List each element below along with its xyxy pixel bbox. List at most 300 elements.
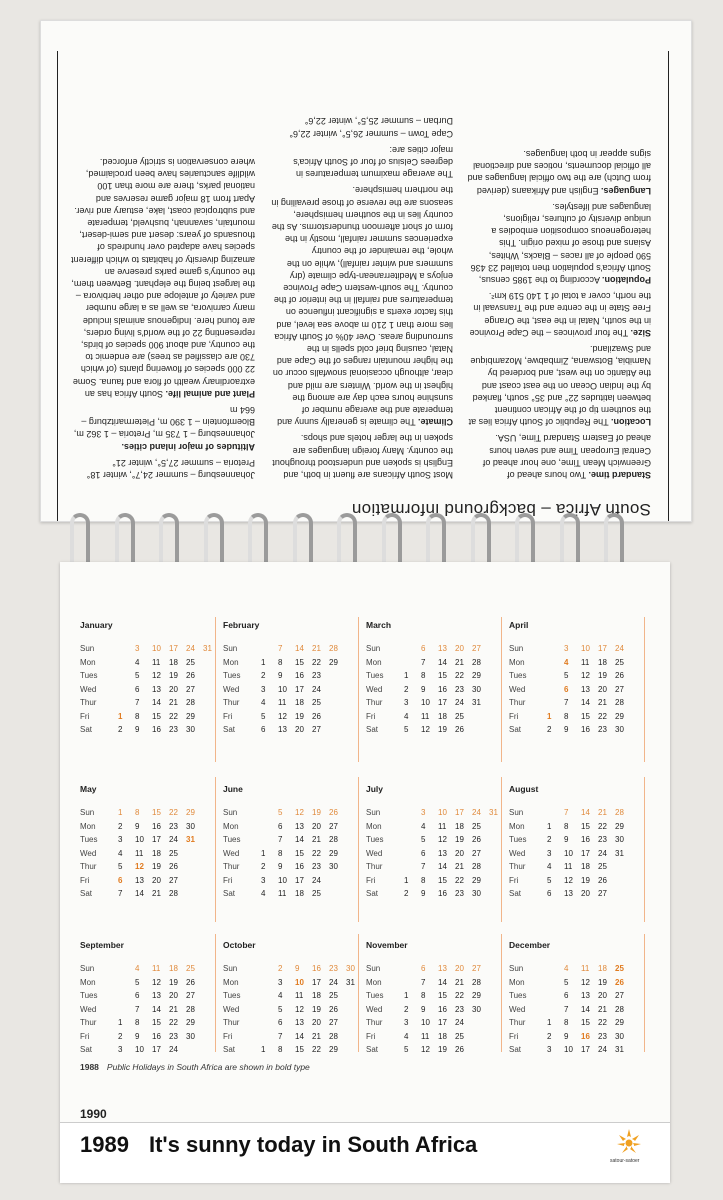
date-cell: 25: [329, 991, 338, 1001]
footer-slogan: It's sunny today in South Africa: [148, 1132, 478, 1157]
month-name: April: [509, 620, 529, 630]
date-cell: 29: [472, 991, 481, 1001]
info-paragraph: [269, 184, 453, 428]
date-cell: 16: [581, 725, 590, 735]
date-cell: 25: [312, 698, 321, 708]
date-cell: 22: [455, 875, 464, 885]
date-cell: 8: [421, 875, 426, 885]
date-cell: 20: [598, 991, 607, 1001]
paragraph-text: Cape Town – summer 26,5°, winter 22,6° Durban – summer 25,5°, winter 22,6°: [289, 116, 453, 139]
month-name: June: [223, 784, 243, 794]
weekday-row: [366, 642, 508, 656]
date-cell: 22: [312, 1045, 321, 1055]
day-name: Tues: [80, 991, 98, 1001]
info-column: [71, 111, 255, 481]
day-name: Wed: [366, 684, 383, 694]
date-cell: 30: [472, 889, 481, 899]
date-cell: 17: [581, 1045, 590, 1055]
date-cell: 11: [421, 711, 430, 721]
date-cell: 8: [564, 1018, 569, 1028]
day-name: Sun: [509, 808, 524, 818]
date-cell: 8: [135, 808, 140, 818]
date-cell: 16: [152, 1031, 161, 1041]
date-cell: 12: [152, 671, 161, 681]
date-cell: 4: [135, 657, 140, 667]
date-cell: 20: [581, 889, 590, 899]
date-cell: 4: [421, 821, 426, 831]
weekday-row: [223, 723, 365, 737]
date-cell: 9: [564, 725, 569, 735]
paragraph-text: English and Afrikaans (derived from Dutch) are the two official languages and all official documents, notices and directional signs appear in both languages.: [467, 148, 651, 196]
date-cell: 15: [295, 848, 304, 858]
date-cell: 30: [346, 964, 355, 974]
date-cell: 16: [581, 835, 590, 845]
date-cell: 5: [547, 875, 552, 885]
date-cell: 15: [438, 875, 447, 885]
date-cell: 7: [118, 889, 123, 899]
day-name: Tues: [366, 835, 384, 845]
date-cell: 5: [135, 977, 140, 987]
date-cell: 29: [186, 1018, 195, 1028]
day-name: Sun: [366, 808, 381, 818]
date-cell: 22: [312, 657, 321, 667]
date-cell: 2: [261, 671, 266, 681]
date-cell: 22: [598, 821, 607, 831]
weekday-row: [80, 874, 222, 888]
day-name: Wed: [223, 684, 240, 694]
date-cell: 13: [295, 1018, 304, 1028]
day-name: Thur: [223, 862, 240, 872]
day-name: Thur: [509, 1018, 526, 1028]
weekday-row: [80, 989, 222, 1003]
weekday-row: [509, 1030, 651, 1044]
legend-text: Public Holidays in South Africa are shown in bold type: [106, 1062, 310, 1072]
info-paragraph: [467, 201, 651, 286]
month-name: February: [223, 620, 260, 630]
date-cell: 12: [581, 977, 590, 987]
date-cell: 17: [438, 698, 447, 708]
date-cell: 25: [186, 657, 195, 667]
date-cell: 17: [581, 848, 590, 858]
date-cell: 25: [472, 821, 481, 831]
info-paragraph: [467, 343, 651, 428]
date-cell: 29: [472, 671, 481, 681]
day-name: Thur: [366, 1018, 383, 1028]
date-cell: 2: [404, 1004, 409, 1014]
date-cell: 19: [312, 808, 321, 818]
day-name: Sat: [223, 1045, 236, 1055]
day-name: Tues: [509, 671, 527, 681]
date-cell: 27: [598, 889, 607, 899]
date-cell: 7: [278, 644, 283, 654]
weekday-row: [223, 860, 365, 874]
date-cell: 25: [169, 848, 178, 858]
day-name: Thur: [366, 862, 383, 872]
date-cell: 30: [472, 684, 481, 694]
date-cell: 5: [261, 711, 266, 721]
day-name: Sat: [80, 725, 93, 735]
weekday-row: [223, 847, 365, 861]
month-name: January: [80, 620, 113, 630]
date-cell: 26: [615, 977, 624, 987]
month-april: [509, 620, 651, 737]
month-march: [366, 620, 508, 737]
date-cell: 23: [598, 725, 607, 735]
date-cell: 17: [169, 644, 178, 654]
date-cell: 21: [598, 1004, 607, 1014]
month-name: December: [509, 940, 551, 950]
date-cell: 23: [169, 1031, 178, 1041]
date-cell: 10: [438, 808, 447, 818]
date-cell: 16: [312, 964, 321, 974]
date-cell: 10: [135, 835, 144, 845]
date-cell: 20: [598, 684, 607, 694]
date-cell: 11: [152, 964, 161, 974]
date-cell: 19: [438, 1045, 447, 1055]
date-cell: 11: [581, 657, 590, 667]
legend-year: 1988: [80, 1062, 99, 1072]
date-cell: 15: [295, 1045, 304, 1055]
date-cell: 5: [135, 671, 140, 681]
date-cell: 14: [581, 698, 590, 708]
date-cell: 13: [581, 684, 590, 694]
date-cell: 6: [118, 875, 123, 885]
date-cell: 16: [438, 889, 447, 899]
weekday-row: [80, 820, 222, 834]
month-name: July: [366, 784, 384, 794]
month-name: March: [366, 620, 392, 630]
date-cell: 11: [421, 1031, 430, 1041]
day-name: Sat: [223, 725, 236, 735]
weekday-row: [80, 847, 222, 861]
weekday-row: [509, 887, 651, 901]
date-cell: 25: [312, 889, 321, 899]
day-name: Thur: [223, 1018, 240, 1028]
day-name: Mon: [80, 821, 96, 831]
date-cell: 1: [547, 821, 552, 831]
date-cell: 24: [186, 644, 195, 654]
column-divider: [644, 777, 645, 922]
weekday-row: [366, 833, 508, 847]
date-cell: 28: [169, 889, 178, 899]
page-title: South Africa – background information: [351, 500, 651, 519]
day-name: Tues: [509, 835, 527, 845]
date-cell: 28: [186, 698, 195, 708]
day-name: Thur: [509, 698, 526, 708]
date-cell: 26: [455, 725, 464, 735]
date-cell: 31: [186, 835, 195, 845]
weekday-row: [223, 874, 365, 888]
date-cell: 8: [135, 1018, 140, 1028]
day-name: Sat: [366, 725, 379, 735]
date-cell: 7: [421, 862, 426, 872]
paragraph-text: Most South Africans are fluent in both, and English is spoken and understood throughout the country. Many foreign languages are spoken in the larger hotels and shops.: [272, 433, 453, 480]
weekday-row: [80, 696, 222, 710]
date-cell: 19: [598, 671, 607, 681]
date-cell: 24: [169, 1045, 178, 1055]
day-name: Sun: [366, 964, 381, 974]
date-cell: 7: [564, 1004, 569, 1014]
date-cell: 9: [295, 964, 300, 974]
date-cell: 18: [295, 698, 304, 708]
date-cell: 22: [312, 848, 321, 858]
date-cell: 19: [295, 711, 304, 721]
column-divider: [501, 934, 502, 1052]
date-cell: 26: [312, 711, 321, 721]
weekday-row: [366, 696, 508, 710]
date-cell: 8: [564, 821, 569, 831]
day-name: Tues: [223, 835, 241, 845]
weekday-row: [366, 683, 508, 697]
date-cell: 31: [615, 1045, 624, 1055]
day-name: Fri: [366, 1031, 376, 1041]
date-cell: 21: [455, 862, 464, 872]
month-name: May: [80, 784, 97, 794]
date-cell: 22: [598, 711, 607, 721]
date-cell: 28: [472, 657, 481, 667]
month-october: [223, 940, 365, 1057]
day-name: Fri: [223, 711, 233, 721]
weekday-row: [509, 696, 651, 710]
date-cell: 19: [581, 875, 590, 885]
date-cell: 3: [135, 644, 140, 654]
weekday-row: [223, 1043, 365, 1057]
date-cell: 14: [438, 657, 447, 667]
date-cell: 18: [169, 964, 178, 974]
info-paragraph: [71, 404, 255, 453]
paragraph-heading: Plant and animal life.: [165, 388, 255, 399]
date-cell: 2: [278, 964, 283, 974]
date-cell: 2: [547, 835, 552, 845]
day-name: Mon: [509, 821, 525, 831]
month-june: [223, 784, 365, 901]
date-cell: 3: [547, 1045, 552, 1055]
date-cell: 9: [564, 835, 569, 845]
date-cell: 3: [404, 1018, 409, 1028]
day-name: Wed: [80, 1004, 97, 1014]
date-cell: 13: [278, 725, 287, 735]
date-cell: 25: [455, 711, 464, 721]
day-name: Fri: [509, 1031, 519, 1041]
day-name: Sat: [366, 889, 379, 899]
weekday-row: [80, 833, 222, 847]
day-name: Fri: [366, 875, 376, 885]
date-cell: 16: [152, 821, 161, 831]
date-cell: 8: [421, 991, 426, 1001]
date-cell: 30: [329, 862, 338, 872]
date-cell: 29: [472, 875, 481, 885]
date-cell: 3: [404, 698, 409, 708]
date-cell: 13: [135, 875, 144, 885]
background-info-rotated: [41, 21, 691, 521]
date-cell: 17: [152, 1045, 161, 1055]
date-cell: 21: [312, 1031, 321, 1041]
date-cell: 17: [438, 1018, 447, 1028]
date-cell: 7: [278, 835, 283, 845]
date-cell: 18: [152, 848, 161, 858]
paragraph-heading: Location.: [611, 417, 651, 428]
info-paragraph: [71, 156, 255, 400]
date-cell: 5: [564, 671, 569, 681]
date-cell: 30: [186, 1031, 195, 1041]
date-cell: 7: [278, 1031, 283, 1041]
date-cell: 14: [152, 698, 161, 708]
date-cell: 11: [152, 657, 161, 667]
date-cell: 16: [295, 671, 304, 681]
day-name: Sat: [509, 725, 522, 735]
date-cell: 2: [547, 1031, 552, 1041]
date-cell: 22: [169, 1018, 178, 1028]
date-cell: 27: [329, 1018, 338, 1028]
weekday-row: [366, 1043, 508, 1057]
date-cell: 19: [312, 1004, 321, 1014]
weekday-row: [509, 1043, 651, 1057]
date-cell: 8: [564, 711, 569, 721]
weekday-row: [80, 710, 222, 724]
weekday-row: [80, 860, 222, 874]
day-name: Wed: [366, 848, 383, 858]
date-cell: 28: [615, 808, 624, 818]
date-cell: 6: [135, 684, 140, 694]
date-cell: 20: [169, 991, 178, 1001]
date-cell: 6: [421, 964, 426, 974]
day-name: Wed: [223, 1004, 240, 1014]
date-cell: 9: [421, 684, 426, 694]
column-divider: [358, 934, 359, 1052]
weekday-row: [509, 820, 651, 834]
date-cell: 7: [564, 698, 569, 708]
weekday-row: [509, 669, 651, 683]
date-cell: 21: [598, 808, 607, 818]
date-cell: 24: [472, 808, 481, 818]
info-column: [269, 111, 453, 481]
weekday-row: [366, 860, 508, 874]
date-cell: 26: [169, 862, 178, 872]
date-cell: 21: [312, 644, 321, 654]
day-name: Thur: [80, 862, 97, 872]
date-cell: 30: [472, 1004, 481, 1014]
date-cell: 1: [404, 991, 409, 1001]
day-name: Fri: [509, 711, 519, 721]
info-paragraph: [269, 115, 453, 139]
day-name: Mon: [509, 657, 525, 667]
date-cell: 30: [186, 821, 195, 831]
date-cell: 27: [615, 684, 624, 694]
date-cell: 28: [472, 977, 481, 987]
day-name: Mon: [80, 977, 96, 987]
day-name: Thur: [80, 698, 97, 708]
weekday-row: [223, 656, 365, 670]
day-name: Tues: [509, 991, 527, 1001]
footer-title: [80, 1132, 497, 1158]
date-cell: 23: [598, 1031, 607, 1041]
day-name: Fri: [223, 1031, 233, 1041]
weekday-row: [80, 887, 222, 901]
paragraph-heading: Population.: [602, 274, 651, 285]
month-november: [366, 940, 508, 1057]
column-divider: [215, 777, 216, 922]
date-cell: 1: [261, 1045, 266, 1055]
date-cell: 12: [421, 1045, 430, 1055]
info-paragraph: [467, 148, 651, 197]
paragraph-heading: Standard time.: [588, 470, 651, 480]
weekday-row: [366, 976, 508, 990]
date-cell: 9: [564, 1031, 569, 1041]
date-cell: 1: [404, 875, 409, 885]
date-cell: 28: [329, 1031, 338, 1041]
calendar-legend: [80, 1062, 310, 1072]
date-cell: 17: [295, 684, 304, 694]
date-cell: 17: [295, 875, 304, 885]
date-cell: 26: [598, 875, 607, 885]
column-divider: [358, 617, 359, 762]
weekday-row: [509, 1016, 651, 1030]
weekday-row: [366, 874, 508, 888]
column-divider: [215, 934, 216, 1052]
weekday-row: [366, 989, 508, 1003]
date-cell: 1: [261, 848, 266, 858]
weekday-row: [80, 683, 222, 697]
month-september: [80, 940, 222, 1057]
date-cell: 24: [615, 644, 624, 654]
date-cell: 10: [278, 875, 287, 885]
date-cell: 7: [135, 698, 140, 708]
weekday-row: [366, 1030, 508, 1044]
date-cell: 4: [261, 889, 266, 899]
date-cell: 11: [135, 848, 144, 858]
date-cell: 17: [455, 808, 464, 818]
date-cell: 9: [135, 725, 140, 735]
weekday-row: [509, 962, 651, 976]
day-name: Wed: [509, 1004, 526, 1014]
info-paragraph: [71, 457, 255, 481]
date-cell: 10: [152, 644, 161, 654]
date-cell: 21: [598, 698, 607, 708]
info-columns: [71, 111, 651, 481]
date-cell: 1: [118, 1018, 123, 1028]
date-cell: 12: [581, 671, 590, 681]
weekday-row: [366, 1003, 508, 1017]
date-cell: 5: [118, 862, 123, 872]
date-cell: 19: [438, 725, 447, 735]
day-name: Wed: [80, 848, 97, 858]
date-cell: 8: [278, 848, 283, 858]
weekday-row: [223, 683, 365, 697]
weekday-row: [223, 696, 365, 710]
date-cell: 24: [312, 684, 321, 694]
date-cell: 12: [152, 977, 161, 987]
date-cell: 24: [169, 835, 178, 845]
month-name: September: [80, 940, 124, 950]
day-name: Sun: [223, 964, 238, 974]
date-cell: 14: [135, 889, 144, 899]
day-name: Sat: [223, 889, 236, 899]
date-cell: 12: [295, 808, 304, 818]
weekday-row: [366, 1016, 508, 1030]
date-cell: 4: [564, 964, 569, 974]
month-december: [509, 940, 651, 1057]
weekday-row: [509, 860, 651, 874]
date-cell: 6: [564, 991, 569, 1001]
day-name: Wed: [366, 1004, 383, 1014]
date-cell: 22: [169, 711, 178, 721]
day-name: Sun: [366, 644, 381, 654]
weekday-row: [80, 1030, 222, 1044]
day-name: Sun: [223, 808, 238, 818]
date-cell: 19: [598, 977, 607, 987]
month-name: August: [509, 784, 539, 794]
day-name: Tues: [80, 671, 98, 681]
